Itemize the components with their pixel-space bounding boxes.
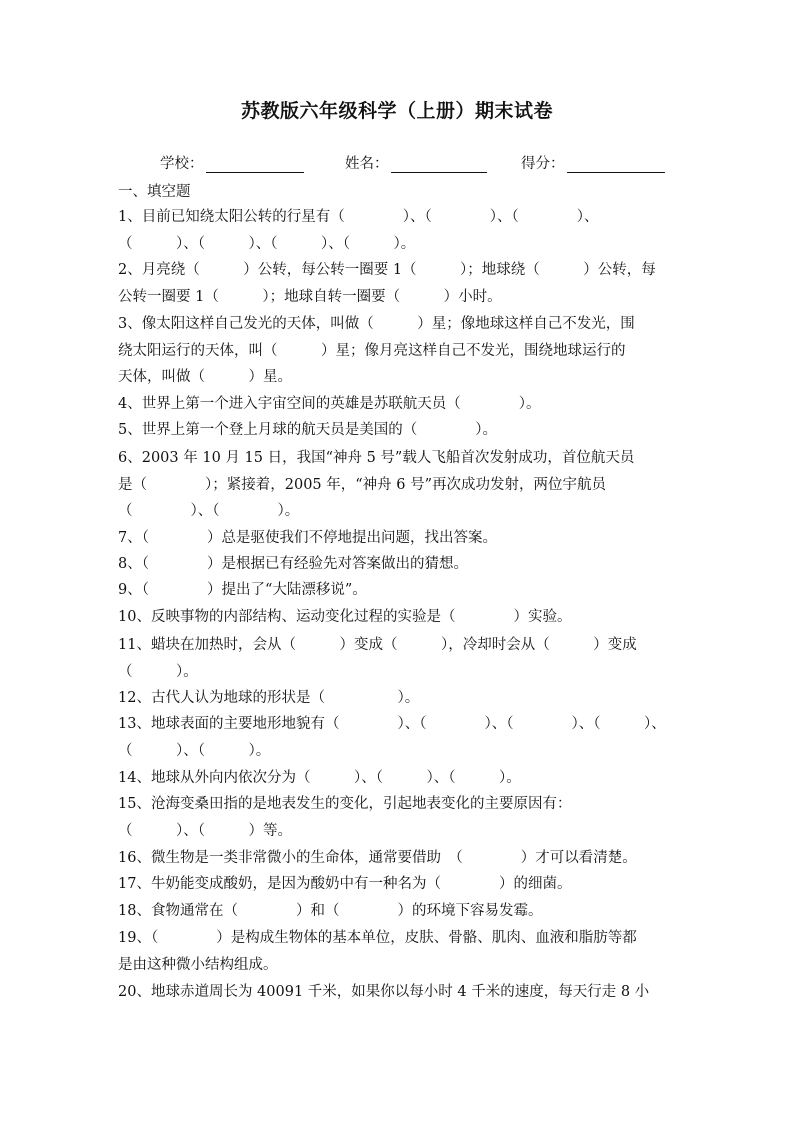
question-line: 是由这种微小结构组成。 <box>118 956 278 973</box>
question-line: 6、2003 年 10 月 15 日，我国“神舟 5 号”载人飞船首次发射成功，首位航天员 <box>118 450 635 466</box>
name-field <box>345 152 487 173</box>
question-line: 17、牛奶能变成酸奶，是因为酸奶中有一种名为（ ）的细菌。 <box>118 876 572 892</box>
school-label: 学校： <box>160 156 204 172</box>
question-6 <box>118 445 690 525</box>
score-label: 得分： <box>521 156 565 172</box>
score-field <box>521 152 665 173</box>
school-field <box>160 152 304 173</box>
question-line: 2、月亮绕（ ）公转，每公转一圈要 1（ ）；地球绕（ ）公转，每 <box>118 262 656 278</box>
question-line: （ ）、（ ）、（ ）、（ ）。 <box>118 235 416 252</box>
question-3 <box>118 311 690 391</box>
question-15 <box>118 791 690 844</box>
question-line: 18、食物通常在（ ）和（ ）的环境下容易发霉。 <box>118 903 543 919</box>
question-line: 8、（ ）是根据已有经验先对答案做出的猜想。 <box>118 556 468 572</box>
question-line: （ ）、（ ）。 <box>118 742 271 759</box>
question-8 <box>118 551 690 578</box>
question-20 <box>118 979 690 1006</box>
question-line: 5、世界上第一个登上月球的航天员是美国的（ ）。 <box>118 422 497 438</box>
question-line: 15、沧海变桑田指的是地表发生的变化，引起地表变化的主要原因有： <box>118 796 572 812</box>
question-1 <box>118 204 690 257</box>
question-line: 19、（ ）是构成生物体的基本单位，皮肤、骨骼、肌肉、血液和脂肪等都 <box>118 930 637 946</box>
question-line: 16、微生物是一类非常微小的生命体，通常要借助 （ ）才可以看清楚。 <box>118 850 637 866</box>
question-10 <box>118 604 690 631</box>
question-line: 12、古代人认为地球的形状是（ ）。 <box>118 690 420 706</box>
student-info-row <box>0 152 794 176</box>
question-11 <box>118 632 690 685</box>
question-line: （ ）。 <box>118 663 198 680</box>
question-line: 10、反映事物的内部结构、运动变化过程的实验是（ ）实验。 <box>118 609 572 625</box>
name-label: 姓名： <box>345 156 389 172</box>
question-5 <box>118 417 690 444</box>
question-line: 7、（ ）总是驱使我们不停地提出问题，找出答案。 <box>118 530 497 546</box>
question-17 <box>118 871 690 898</box>
question-line: （ ）、（ ）等。 <box>118 822 292 839</box>
question-line: 14、地球从外向内依次分为（ ）、（ ）、（ ）。 <box>118 770 521 786</box>
section-title: 一、填空题 <box>118 184 191 200</box>
question-line: 9、（ ）提出了“大陆漂移说”。 <box>118 582 367 598</box>
question-19 <box>118 925 690 978</box>
question-line: 绕太阳运行的天体，叫（ ）星；像月亮这样自己不发光，围绕地球运行的 <box>118 342 626 359</box>
question-line: 是（ ）；紧接着，2005 年，“神舟 6 号”再次成功发射，两位宇航员 <box>118 476 607 493</box>
question-13 <box>118 711 690 764</box>
question-line: （ ）、（ ）。 <box>118 503 300 519</box>
question-7 <box>118 525 690 552</box>
score-blank[interactable] <box>567 158 665 173</box>
question-12 <box>118 685 690 712</box>
question-14 <box>118 765 690 792</box>
question-line: 3、像太阳这样自己发光的天体，叫做（ ）星；像地球这样自己不发光，围 <box>118 316 635 332</box>
question-9 <box>118 577 690 604</box>
question-line: 13、地球表面的主要地形地貌有（ ）、（ ）、（ ）、（ ）、 <box>118 716 666 732</box>
question-line: 1、目前已知绕太阳公转的行星有（ ）、（ ）、（ ）、 <box>118 209 599 225</box>
question-line: 20、地球赤道周长为 40091 千米，如果你以每小时 4 千米的速度，每天行走 8 小 <box>118 984 650 1000</box>
question-4 <box>118 391 690 418</box>
question-16 <box>118 845 690 872</box>
page-title: 苏教版六年级科学（上册）期末试卷 <box>240 100 553 122</box>
question-line: 天体，叫做（ ）星。 <box>118 369 292 385</box>
school-blank[interactable] <box>206 158 304 173</box>
question-line: 4、世界上第一个进入宇宙空间的英雄是苏联航天员（ ）。 <box>118 396 541 412</box>
question-2 <box>118 257 690 310</box>
name-blank[interactable] <box>391 158 487 173</box>
question-18 <box>118 898 690 925</box>
question-line: 11、蜡块在加热时，会从（ ）变成（ ），冷却时会从（ ）变成 <box>118 637 637 653</box>
question-line: 公转一圈要 1（ ）；地球自转一圈要（ ）小时。 <box>118 288 502 305</box>
